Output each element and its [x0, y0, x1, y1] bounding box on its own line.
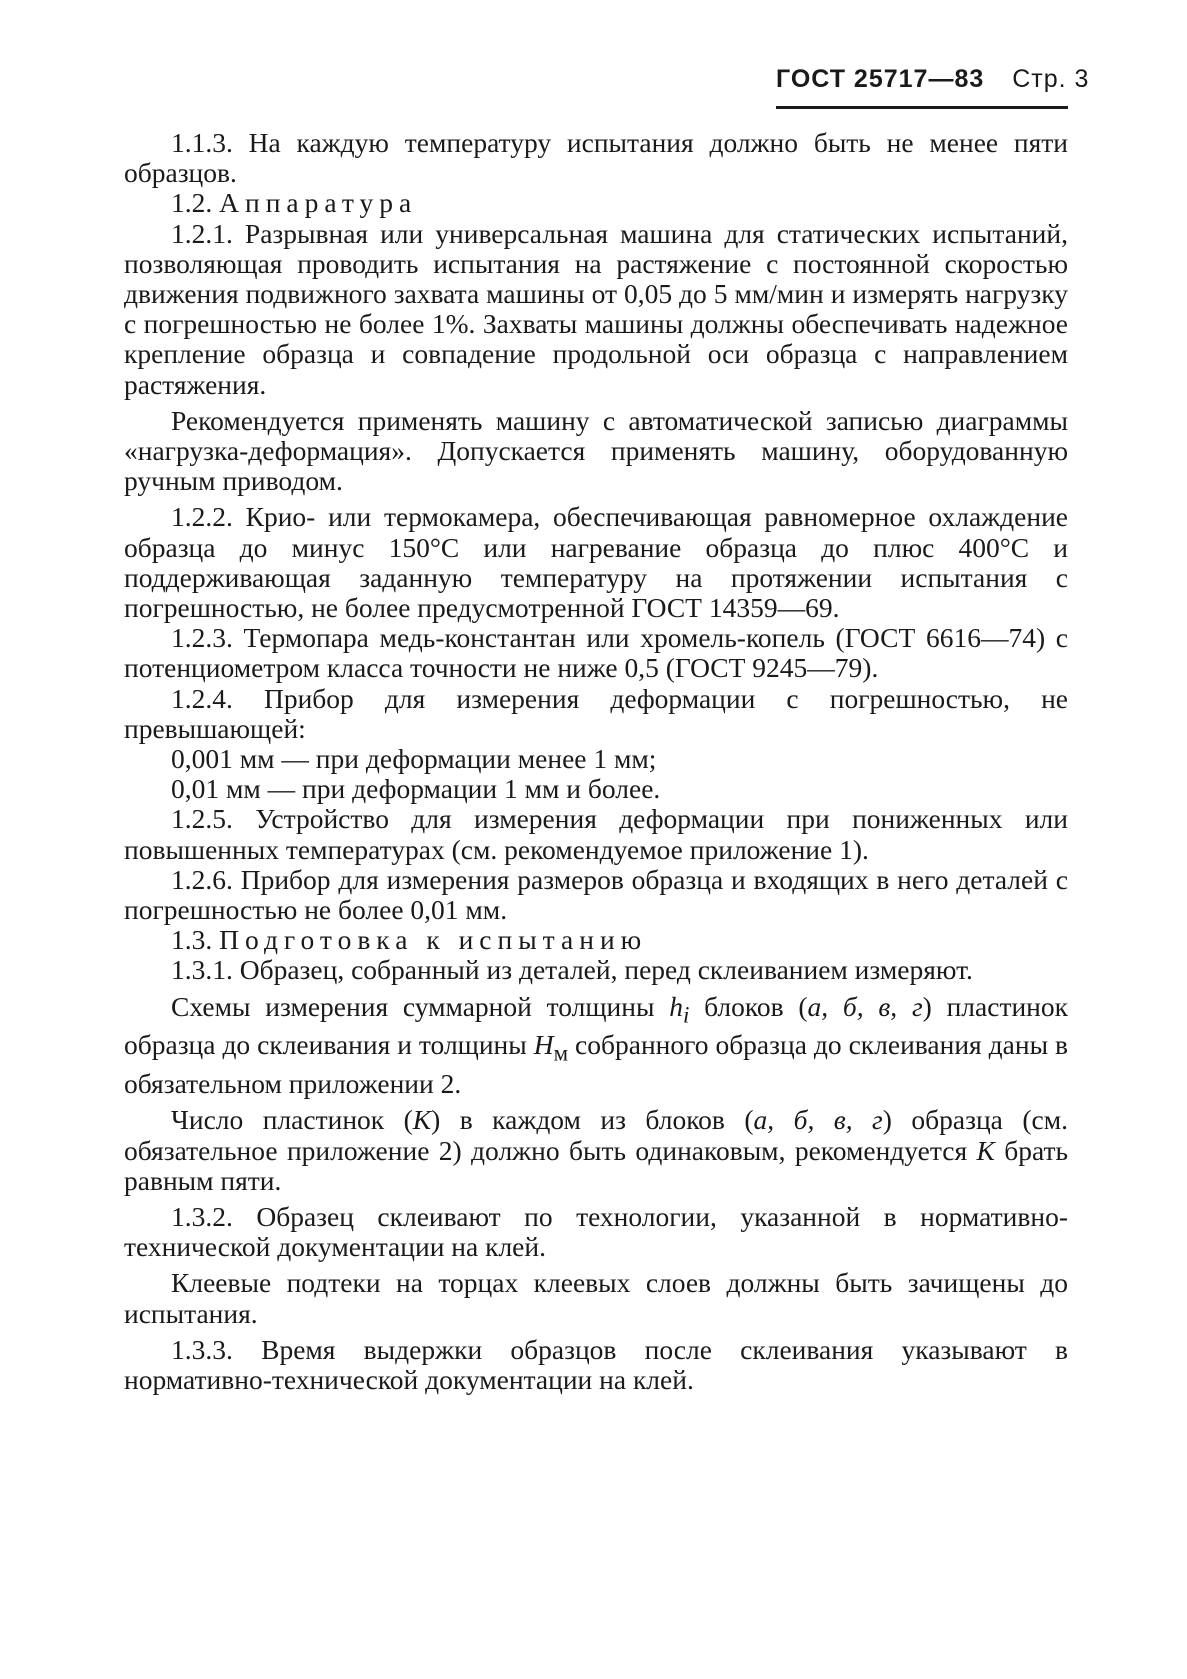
paragraph-1-2-6: 1.2.6. Прибор для измерения размеров образца и входящих в него деталей с погрешностью не более 0,01 мм.	[124, 863, 1068, 926]
paragraph-1-3-2: 1.3.2. Образец склеивают по технологии, указанной в нормативно-технической документации на клей.	[124, 1200, 1068, 1263]
paragraph-1-2-1: 1.2.1. Разрывная или универсальная машина для статических испытаний, позволяющая проводить испытания на растяжение с постоянной скоростью движения подвижного захвата машины от 0,05 до 5 мм/мин и измерять нагрузку с погрешностью не более 1%. Захваты машины должны обеспечивать надежное крепление образца и совпадение продольной оси образца с направлением растяжения.	[124, 217, 1068, 400]
paragraph-1-3-3: 1.3.3. Время выдержки образцов после склеивания указывают в нормативно-технической документации на клей.	[124, 1333, 1068, 1395]
block-letters: а, б, в, г	[753, 1104, 883, 1136]
page-number: Стр. 3	[1012, 65, 1090, 93]
block-letters: а, б, в, г	[807, 990, 923, 1022]
paragraph-1-2-4: 1.2.4. Прибор для измерения деформации с погрешностью, не превышающей:	[124, 682, 1068, 744]
standard-code: ГОСТ 25717—83	[776, 65, 985, 93]
paragraph-1-3-1: 1.3.1. Образец, собранный из деталей, перед склеиванием измеряют.	[171, 954, 973, 986]
var-h-sub: i	[682, 1002, 690, 1028]
var-H: H	[533, 1029, 554, 1061]
paragraph-glue-drips: Клеевые подтеки на торцах клеевых слоев должны быть зачищены до испытания.	[124, 1267, 1068, 1329]
paragraph-1-2-3: 1.2.3. Термопара медь-константан или хромель-копель (ГОСТ 6616—74) с потенциометром класса точности не ниже 0,5 (ГОСТ 9245—79).	[124, 622, 1068, 684]
section-heading-1-2	[124, 188, 1068, 218]
section-title: Подготовка к испытанию	[219, 924, 648, 956]
list-item-accuracy-1: 0,001 мм — при деформации менее 1 мм;	[171, 743, 657, 775]
var-H-sub: м	[553, 1040, 569, 1066]
section-number: 1.2.	[171, 187, 213, 219]
paragraph-measurement-schemes: Схемы измерения суммарной толщины $h_i$ блоков (а, б, в, г) пластинок образца до склеивания и толщины $H_м$ собранного образца до склеивания даны в обязательном приложении 2.	[124, 990, 1069, 1100]
section-heading-1-3	[124, 925, 1068, 955]
document-body	[124, 128, 1068, 1395]
paragraph-plate-count: Число пластинок (K) в каждом из блоков (а, б, в, г) образца (см. обязательное приложение 2) должно быть одинаковым, рекомендуется K брать равным пяти.	[124, 1104, 1069, 1196]
section-title: Аппаратура	[219, 187, 418, 219]
var-h: h	[669, 990, 683, 1022]
var-K: K	[412, 1104, 432, 1136]
paragraph-1-2-2: 1.2.2. Крио- или термокамера, обеспечивающая равномерное охлаждение образца до минус 150°С или нагревание образца до плюс 400°С и поддерживающая заданную температуру на протяжении испытания с погрешностью, не более предусмотренной ГОСТ 14359—69.	[124, 501, 1068, 624]
var-K: K	[976, 1134, 995, 1166]
paragraph-1-1-3: 1.1.3. На каждую температуру испытания должно быть не менее пяти образцов.	[124, 127, 1068, 189]
section-number: 1.3.	[171, 924, 213, 956]
paragraph-recommendation: Рекомендуется применять машину с автоматической записью диаграммы «нагрузка-деформация». Допускается применять машину, оборудованную ручным приводом.	[124, 404, 1068, 497]
list-item-accuracy-2: 0,01 мм — при деформации 1 мм и более.	[171, 773, 661, 805]
paragraph-1-2-5: 1.2.5. Устройство для измерения деформации при пониженных или повышенных температурах (см. рекомендуемое приложение 1).	[124, 803, 1068, 865]
page-header	[776, 62, 1090, 109]
